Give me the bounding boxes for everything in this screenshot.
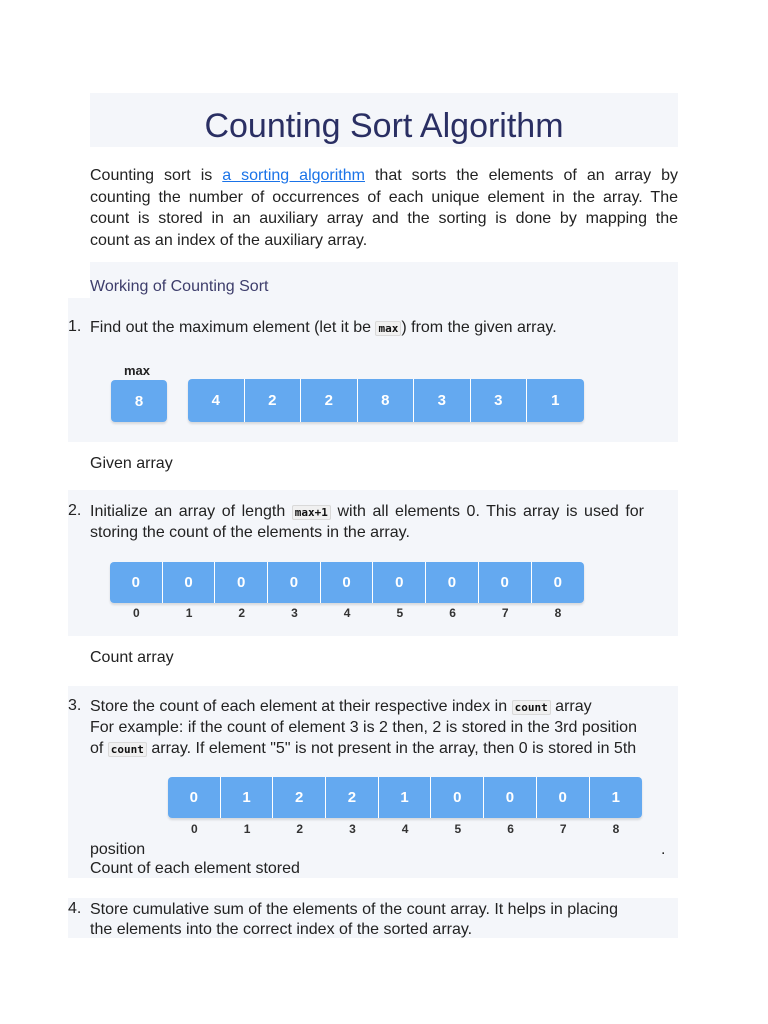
array-index-label: 6 bbox=[449, 606, 456, 620]
step-1-number: 1. bbox=[68, 318, 82, 335]
max-label: max bbox=[124, 363, 151, 378]
array-cell: 0 bbox=[321, 562, 374, 603]
array-cell: 0 bbox=[373, 562, 426, 603]
stored-count-caption: Count of each element stored bbox=[90, 860, 300, 877]
step-3-number: 3. bbox=[68, 697, 82, 714]
step-1-text bbox=[90, 317, 678, 340]
array-cell: 1 bbox=[221, 777, 274, 818]
array-index-label: 1 bbox=[185, 606, 193, 620]
count-array bbox=[110, 562, 584, 603]
array-cell: 1 bbox=[379, 777, 432, 818]
array-cell: 0 bbox=[431, 777, 484, 818]
array-cell: 3 bbox=[414, 379, 471, 422]
step-2-line-2: storing the count of the elements in the array. bbox=[90, 524, 410, 541]
step-3-text-b: array bbox=[555, 698, 592, 715]
array-cell: 2 bbox=[273, 777, 326, 818]
array-cell: 3 bbox=[471, 379, 528, 422]
array-cell: 2 bbox=[326, 777, 379, 818]
array-index-label: 7 bbox=[559, 822, 567, 836]
array-index-label: 6 bbox=[507, 822, 514, 836]
max-plus-one-code: max+1 bbox=[292, 505, 331, 520]
array-index-label: 3 bbox=[349, 822, 356, 836]
intro-line-3: count is stored in an auxiliary array and the sorting is done by mapping the bbox=[90, 210, 678, 227]
count-array-caption: Count array bbox=[90, 649, 174, 666]
trailing-dot: . bbox=[661, 841, 666, 858]
array-cell: 0 bbox=[215, 562, 268, 603]
step-2-line-1 bbox=[90, 501, 644, 524]
array-index-label: 4 bbox=[343, 606, 351, 620]
array-index-label: 5 bbox=[396, 606, 404, 620]
array-index-label: 8 bbox=[554, 606, 562, 620]
count-code-2: count bbox=[108, 742, 147, 757]
array-index-label: 2 bbox=[296, 822, 304, 836]
array-cell: 2 bbox=[301, 379, 358, 422]
array-cell: 2 bbox=[245, 379, 302, 422]
array-index-label: 0 bbox=[133, 606, 140, 620]
array-cell: 8 bbox=[358, 379, 415, 422]
step-3-line-1 bbox=[90, 696, 678, 719]
array-cell: 0 bbox=[426, 562, 479, 603]
max-value-cell: 8 bbox=[111, 380, 167, 422]
step-3-text-a: Store the count of each element at their respective index in bbox=[90, 698, 508, 715]
intro-line-4: count as an index of the auxiliary array. bbox=[90, 232, 368, 249]
intro-text-after-link: that sorts the elements of an array by bbox=[374, 167, 678, 184]
array-cell: 0 bbox=[163, 562, 216, 603]
count-code: count bbox=[512, 700, 551, 715]
array-cell: 0 bbox=[537, 777, 590, 818]
array-cell: 0 bbox=[479, 562, 532, 603]
array-cell: 1 bbox=[527, 379, 584, 422]
array-cell: 0 bbox=[110, 562, 163, 603]
array-index-label: 8 bbox=[612, 822, 620, 836]
intro-line-1 bbox=[90, 165, 678, 187]
stored-count-array bbox=[168, 777, 642, 818]
array-cell: 0 bbox=[268, 562, 321, 603]
step-3-line-4: position bbox=[90, 841, 146, 858]
step-3-text-c: of bbox=[90, 740, 104, 757]
array-index-label: 0 bbox=[191, 822, 198, 836]
step-2-text-b: with all elements 0. This array is used for bbox=[337, 503, 644, 520]
array-cell: 0 bbox=[532, 562, 585, 603]
step-3-text-d: array. If element "5" is not present in the array, then 0 is stored in 5th bbox=[151, 740, 637, 757]
step-2-number: 2. bbox=[68, 502, 82, 519]
intro-line-2: counting the number of occurrences of each unique element in the array. The bbox=[90, 189, 678, 206]
array-index-label: 4 bbox=[401, 822, 409, 836]
array-index-label: 1 bbox=[243, 822, 251, 836]
step-3-line-2: For example: if the count of element 3 is 2 then, 2 is stored in the 3rd position bbox=[90, 719, 637, 736]
intro-text-before-link: Counting sort is bbox=[90, 167, 213, 184]
array-index-label: 7 bbox=[501, 606, 509, 620]
sorting-algorithm-link[interactable]: a sorting algorithm bbox=[222, 167, 365, 184]
step-3-line-3 bbox=[90, 738, 678, 761]
array-cell: 1 bbox=[590, 777, 643, 818]
given-array bbox=[188, 379, 584, 422]
array-index-label: 3 bbox=[291, 606, 298, 620]
array-cell: 4 bbox=[188, 379, 245, 422]
array-cell: 0 bbox=[168, 777, 221, 818]
max-code: max bbox=[375, 321, 401, 336]
step-4-number: 4. bbox=[68, 900, 82, 917]
array-index-label: 5 bbox=[454, 822, 462, 836]
array-cell: 0 bbox=[484, 777, 537, 818]
step-2-text-a: Initialize an array of length bbox=[90, 503, 286, 520]
section-heading: Working of Counting Sort bbox=[90, 278, 269, 295]
step-4-line-1: Store cumulative sum of the elements of the count array. It helps in placing bbox=[90, 901, 618, 918]
max-cell bbox=[111, 380, 167, 422]
step-1-text-b: ) from the given array. bbox=[401, 319, 557, 336]
step-1-text-a: Find out the maximum element (let it be bbox=[90, 319, 372, 336]
step-4-line-2: the elements into the correct index of the sorted array. bbox=[90, 921, 473, 938]
given-array-caption: Given array bbox=[90, 455, 173, 472]
array-index-label: 2 bbox=[238, 606, 246, 620]
page-title: Counting Sort Algorithm bbox=[204, 107, 564, 145]
